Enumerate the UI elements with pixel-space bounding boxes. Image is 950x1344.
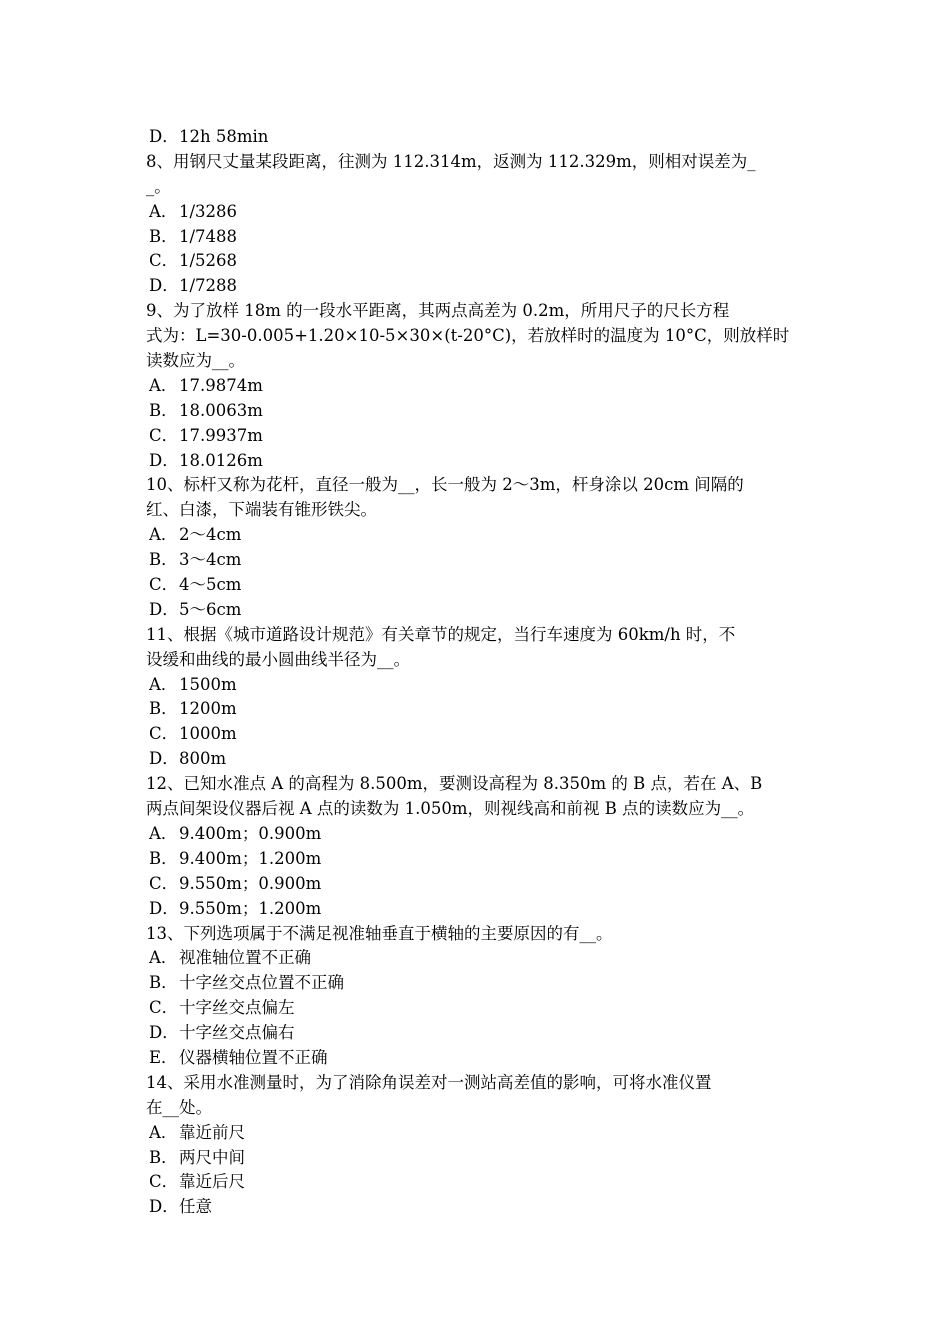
option-letter: D．: [149, 749, 179, 769]
answer-option: [146, 573, 816, 598]
answer-option: [146, 697, 816, 722]
question-text: _。: [146, 176, 171, 196]
option-letter: A．: [149, 674, 178, 694]
answer-option: [146, 449, 816, 474]
option-text: 17.9937m: [179, 425, 263, 445]
option-text: 17.9874m: [179, 375, 263, 395]
option-text: 9.550m；1.200m: [179, 898, 322, 918]
option-letter: A．: [149, 201, 178, 221]
document-page: [146, 125, 816, 1220]
option-letter: A．: [149, 823, 178, 843]
option-letter: B．: [149, 699, 178, 719]
option-text: 4～5cm: [179, 575, 242, 595]
option-letter: B．: [149, 400, 178, 420]
answer-option: [146, 125, 816, 150]
option-text: 十字丝交点偏右: [179, 1023, 295, 1043]
answer-option: [146, 598, 816, 623]
question-text: 两点间架设仪器后视 A 点的读数为 1.050m，则视线高和前视 B 点的读数应为__。: [146, 799, 755, 819]
answer-option: [146, 822, 816, 847]
option-letter: C．: [149, 998, 179, 1018]
answer-option: [146, 996, 816, 1021]
option-letter: D．: [149, 450, 179, 470]
option-letter: E．: [149, 1047, 178, 1067]
option-letter: C．: [149, 873, 179, 893]
option-letter: A．: [149, 525, 178, 545]
option-text: 9.400m；0.900m: [179, 823, 322, 843]
option-text: 9.550m；0.900m: [179, 873, 322, 893]
option-text: 十字丝交点偏左: [179, 998, 295, 1018]
option-text: 1/5268: [179, 251, 238, 271]
option-letter: A．: [149, 1122, 178, 1142]
question-text: 9、为了放样 18m 的一段水平距离，其两点高差为 0.2m，所用尺子的尺长方程: [146, 301, 730, 321]
option-letter: D．: [149, 276, 179, 296]
answer-option: [146, 1146, 816, 1171]
option-text: 800m: [179, 749, 227, 769]
option-letter: D．: [149, 1197, 179, 1217]
option-letter: D．: [149, 599, 179, 619]
option-letter: D．: [149, 898, 179, 918]
option-text: 靠近前尺: [179, 1122, 245, 1142]
answer-option: [146, 872, 816, 897]
option-letter: C．: [149, 251, 179, 271]
option-text: 1500m: [179, 674, 237, 694]
option-letter: B．: [149, 1147, 178, 1167]
option-text: 靠近后尺: [179, 1172, 245, 1192]
option-letter: C．: [149, 724, 179, 744]
answer-option: [146, 274, 816, 299]
answer-option: [146, 971, 816, 996]
option-letter: B．: [149, 550, 178, 570]
option-letter: A．: [149, 948, 178, 968]
answer-option: [146, 200, 816, 225]
option-letter: B．: [149, 848, 178, 868]
question-text: 12、已知水准点 A 的高程为 8.500m，要测设高程为 8.350m 的 B 点，若在 A、B: [146, 774, 763, 794]
answer-option: [146, 225, 816, 250]
question-text: 在__处。: [146, 1097, 212, 1117]
question-text: 13、下列选项属于不满足视准轴垂直于横轴的主要原因的有__。: [146, 923, 613, 943]
option-letter: D．: [149, 1023, 179, 1043]
question-text: 读数应为__。: [146, 351, 245, 371]
question-text: 11、根据《城市道路设计规范》有关章节的规定，当行车速度为 60km/h 时，不: [146, 624, 736, 644]
option-letter: B．: [149, 973, 178, 993]
option-text: 视准轴位置不正确: [179, 948, 311, 968]
option-letter: D．: [149, 127, 179, 146]
option-text: 十字丝交点位置不正确: [179, 973, 344, 993]
option-text: 18.0063m: [179, 400, 263, 420]
question-text: 红、白漆，下端装有锥形铁尖。: [146, 500, 377, 520]
answer-option: [146, 523, 816, 548]
option-letter: C．: [149, 425, 179, 445]
question-text: 设缓和曲线的最小圆曲线半径为__。: [146, 649, 410, 669]
answer-option: [146, 897, 816, 922]
option-letter: C．: [149, 575, 179, 595]
option-letter: A．: [149, 375, 178, 395]
answer-option: [146, 424, 816, 449]
answer-option: [146, 722, 816, 747]
option-text: 18.0126m: [179, 450, 263, 470]
option-text: 1000m: [179, 724, 237, 744]
answer-option: [146, 747, 816, 772]
answer-option: [146, 249, 816, 274]
question-text: 10、标杆又称为花杆，直径一般为__，长一般为 2～3m，杆身涂以 20cm 间隔的: [146, 475, 744, 495]
option-text: 9.400m；1.200m: [179, 848, 322, 868]
answer-option: [146, 548, 816, 573]
answer-option: [146, 1170, 816, 1195]
question-text: 8、用钢尺丈量某段距离，往测为 112.314m，返测为 112.329m，则相对误差为_: [146, 151, 756, 171]
answer-option: [146, 374, 816, 399]
option-text: 3～4cm: [179, 550, 242, 570]
answer-option: [146, 1046, 816, 1071]
option-text: 1200m: [179, 699, 237, 719]
answer-option: [146, 399, 816, 424]
answer-option: [146, 946, 816, 971]
option-text: 1/7488: [179, 226, 238, 246]
answer-option: [146, 847, 816, 872]
option-text: 2～4cm: [179, 525, 242, 545]
option-letter: C．: [149, 1172, 179, 1192]
answer-option: [146, 1121, 816, 1146]
option-letter: B．: [149, 226, 178, 246]
answer-option: [146, 1195, 816, 1220]
question-text: 式为：L=30-0.005+1.20×10-5×30×(t-20°C)，若放样时的温度为 10°C，则放样时: [146, 326, 790, 346]
question-text: 14、采用水准测量时，为了消除角误差对一测站高差值的影响，可将水准仪置: [146, 1072, 712, 1092]
answer-option: [146, 673, 816, 698]
option-text: 12h 58min: [179, 127, 269, 146]
option-text: 5～6cm: [179, 599, 242, 619]
option-text: 1/7288: [179, 276, 238, 296]
option-text: 任意: [179, 1197, 212, 1217]
option-text: 1/3286: [179, 201, 238, 221]
answer-option: [146, 1021, 816, 1046]
option-text: 两尺中间: [179, 1147, 245, 1167]
option-text: 仪器横轴位置不正确: [179, 1047, 328, 1067]
